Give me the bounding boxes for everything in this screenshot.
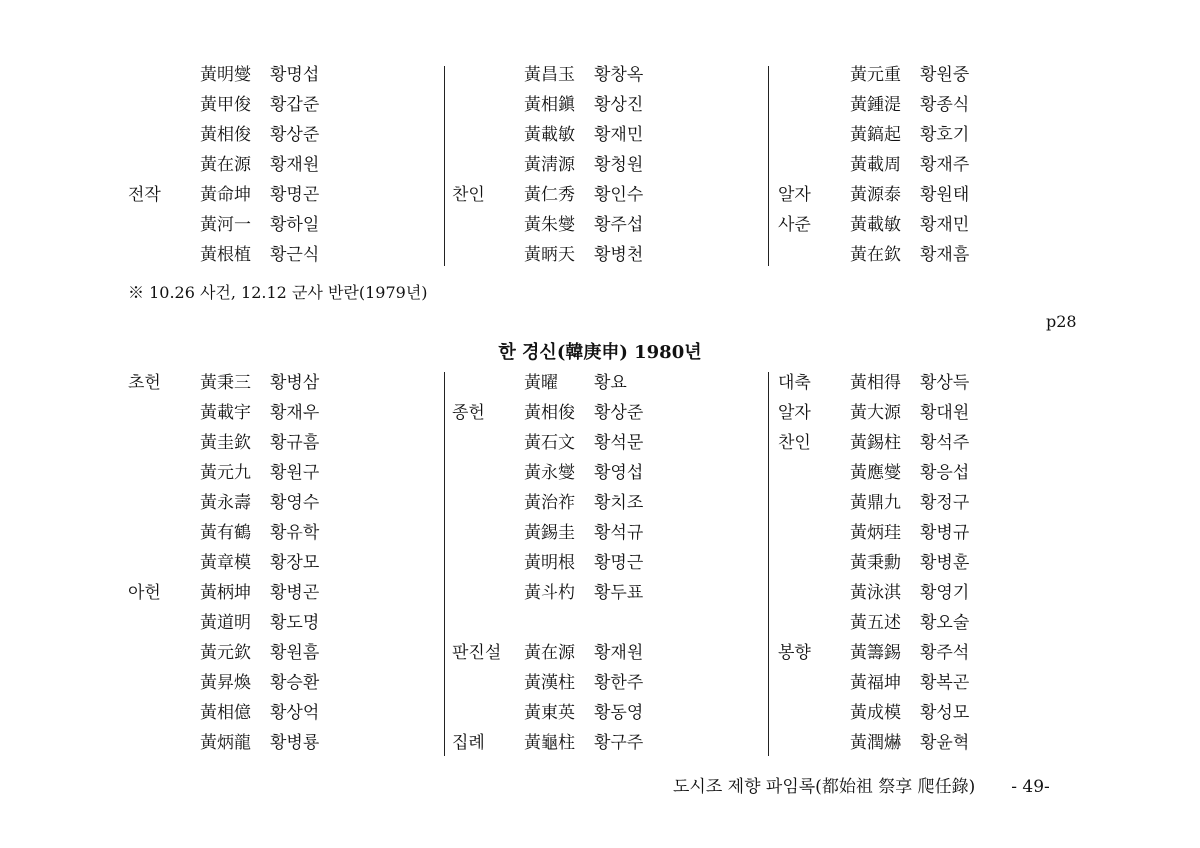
role-label: 전작 [128, 185, 161, 205]
hanja-name: 黃秉三 [200, 373, 251, 393]
roster-row [128, 698, 428, 728]
roster-row [128, 368, 428, 398]
roster-row [128, 398, 428, 428]
hanja-name: 黃明燮 [200, 65, 251, 85]
hangul-name: 황재흠 [920, 245, 970, 265]
roster-row [452, 608, 752, 638]
roster-row [128, 578, 428, 608]
bottom-column-3 [778, 368, 1078, 758]
hangul-name: 황정구 [920, 493, 970, 513]
roster-row [452, 458, 752, 488]
roster-row [128, 240, 428, 270]
roster-row [452, 578, 752, 608]
hanja-name: 黃應燮 [850, 463, 901, 483]
hangul-name: 황상득 [920, 373, 970, 393]
hangul-name: 황원흠 [270, 643, 320, 663]
roster-row [128, 90, 428, 120]
hangul-name: 황병규 [920, 523, 970, 543]
hanja-name: 黃源泰 [850, 185, 901, 205]
hanja-name: 黃永壽 [200, 493, 251, 513]
hangul-name: 황승환 [270, 673, 320, 693]
roster-row [128, 488, 428, 518]
hanja-name: 黃錫圭 [524, 523, 575, 543]
roster-row [128, 428, 428, 458]
hangul-name: 황석규 [594, 523, 644, 543]
roster-row [452, 428, 752, 458]
hanja-name: 黃相俊 [200, 125, 251, 145]
hangul-name: 황윤혁 [920, 733, 970, 753]
roster-row [452, 518, 752, 548]
roster-row [452, 150, 752, 180]
hanja-name: 黃相俊 [524, 403, 575, 423]
hanja-name: 黃在欽 [850, 245, 901, 265]
hangul-name: 황병천 [594, 245, 644, 265]
roster-row [778, 668, 1078, 698]
hanja-name: 黃朱燮 [524, 215, 575, 235]
hangul-name: 황장모 [270, 553, 320, 573]
role-label: 종헌 [452, 403, 485, 423]
hanja-name: 黃載周 [850, 155, 901, 175]
hangul-name: 황성모 [920, 703, 970, 723]
roster-row [128, 150, 428, 180]
role-label: 알자 [778, 185, 811, 205]
hanja-name: 黃昇煥 [200, 673, 251, 693]
bottom-column-2 [452, 368, 752, 758]
hanja-name: 黃昌玉 [524, 65, 575, 85]
hanja-name: 黃甲俊 [200, 95, 251, 115]
roster-row [452, 638, 752, 668]
hanja-name: 黃元九 [200, 463, 251, 483]
hanja-name: 黃炳龍 [200, 733, 251, 753]
roster-row [778, 90, 1078, 120]
hanja-name: 黃鎬起 [850, 125, 901, 145]
hangul-name: 황영수 [270, 493, 320, 513]
hanja-name: 黃載敏 [524, 125, 575, 145]
hangul-name: 황병룡 [270, 733, 320, 753]
roster-row [778, 548, 1078, 578]
hangul-name: 황영섭 [594, 463, 644, 483]
hanja-name: 黃在源 [200, 155, 251, 175]
hanja-name: 黃河一 [200, 215, 251, 235]
hanja-name: 黃龜柱 [524, 733, 575, 753]
hanja-name: 黃柄坤 [200, 583, 251, 603]
role-label: 찬인 [778, 433, 811, 453]
hangul-name: 황대원 [920, 403, 970, 423]
hangul-name: 황갑준 [270, 95, 320, 115]
roster-row [452, 398, 752, 428]
hangul-name: 황청원 [594, 155, 644, 175]
hangul-name: 황원태 [920, 185, 970, 205]
hangul-name: 황복곤 [920, 673, 970, 693]
roster-row [452, 728, 752, 758]
hangul-name: 황병곤 [270, 583, 320, 603]
top-column-2 [452, 60, 752, 270]
roster-row [128, 518, 428, 548]
hangul-name: 황상준 [270, 125, 320, 145]
roster-row [778, 608, 1078, 638]
role-label: 집례 [452, 733, 485, 753]
hangul-name: 황호기 [920, 125, 970, 145]
roster-row [778, 60, 1078, 90]
hanja-name: 黃淸源 [524, 155, 575, 175]
roster-row [128, 458, 428, 488]
hangul-name: 황규흠 [270, 433, 320, 453]
hanja-name: 黃炳珪 [850, 523, 901, 543]
roster-row [452, 548, 752, 578]
hanja-name: 黃大源 [850, 403, 901, 423]
hanja-name: 黃五述 [850, 613, 901, 633]
roster-row [452, 698, 752, 728]
roster-row [778, 398, 1078, 428]
roster-row [452, 368, 752, 398]
roster-row [128, 668, 428, 698]
roster-row [452, 90, 752, 120]
hanja-name: 黃潤爀 [850, 733, 901, 753]
hangul-name: 황명섭 [270, 65, 320, 85]
roster-row [128, 608, 428, 638]
role-label: 봉향 [778, 643, 811, 663]
column-divider [768, 372, 769, 756]
hangul-name: 황상억 [270, 703, 320, 723]
page-footer [673, 774, 1050, 800]
hanja-name: 黃福坤 [850, 673, 901, 693]
hanja-name: 黃漢柱 [524, 673, 575, 693]
column-divider [768, 66, 769, 266]
hanja-name: 黃有鶴 [200, 523, 251, 543]
hangul-name: 황주석 [920, 643, 970, 663]
hanja-name: 黃斗杓 [524, 583, 575, 603]
hanja-name: 黃載宇 [200, 403, 251, 423]
hangul-name: 황한주 [594, 673, 644, 693]
hangul-name: 황재민 [920, 215, 970, 235]
hangul-name: 황오술 [920, 613, 970, 633]
hangul-name: 황종식 [920, 95, 970, 115]
hangul-name: 황석문 [594, 433, 644, 453]
hangul-name: 황하일 [270, 215, 320, 235]
hangul-name: 황동영 [594, 703, 644, 723]
roster-row [128, 180, 428, 210]
role-label: 초헌 [128, 373, 161, 393]
hanja-name: 黃泳淇 [850, 583, 901, 603]
roster-row [128, 60, 428, 90]
hanja-name: 黃永燮 [524, 463, 575, 483]
hanja-name: 黃秉勳 [850, 553, 901, 573]
role-label: 아헌 [128, 583, 161, 603]
hangul-name: 황재주 [920, 155, 970, 175]
hanja-name: 黃圭欽 [200, 433, 251, 453]
hanja-name: 黃石文 [524, 433, 575, 453]
roster-row [128, 120, 428, 150]
hangul-name: 황원구 [270, 463, 320, 483]
hangul-name: 황병훈 [920, 553, 970, 573]
historical-note: ※ 10.26 사건, 12.12 군사 반란(1979년) [128, 283, 428, 302]
hangul-name: 황상준 [594, 403, 644, 423]
hangul-name: 황두표 [594, 583, 644, 603]
hanja-name: 黃明根 [524, 553, 575, 573]
roster-row [128, 548, 428, 578]
hanja-name: 黃昞天 [524, 245, 575, 265]
hanja-name: 黃元重 [850, 65, 901, 85]
roster-row [452, 180, 752, 210]
hangul-name: 황석주 [920, 433, 970, 453]
roster-row [452, 488, 752, 518]
hanja-name: 黃載敏 [850, 215, 901, 235]
hangul-name: 황명곤 [270, 185, 320, 205]
roster-row [452, 120, 752, 150]
hanja-name: 黃鍾湜 [850, 95, 901, 115]
role-label: 알자 [778, 403, 811, 423]
hanja-name: 黃道明 [200, 613, 251, 633]
page-tag: p28 [1046, 312, 1077, 331]
hanja-name: 黃在源 [524, 643, 575, 663]
roster-row [452, 668, 752, 698]
hangul-name: 황요 [594, 373, 627, 393]
hangul-name: 황재민 [594, 125, 644, 145]
hanja-name: 黃根植 [200, 245, 251, 265]
roster-row [128, 210, 428, 240]
hangul-name: 황도명 [270, 613, 320, 633]
role-label: 대축 [778, 373, 811, 393]
hangul-name: 황주섭 [594, 215, 644, 235]
hanja-name: 黃相得 [850, 373, 901, 393]
hangul-name: 황재원 [270, 155, 320, 175]
roster-row [778, 458, 1078, 488]
hanja-name: 黃章模 [200, 553, 251, 573]
hangul-name: 황치조 [594, 493, 644, 513]
hangul-name: 황병삼 [270, 373, 320, 393]
top-column-3 [778, 60, 1078, 270]
hangul-name: 황응섭 [920, 463, 970, 483]
hangul-name: 황영기 [920, 583, 970, 603]
column-divider [444, 66, 445, 266]
hanja-name: 黃成模 [850, 703, 901, 723]
roster-row [778, 488, 1078, 518]
roster-row [128, 638, 428, 668]
hangul-name: 황구주 [594, 733, 644, 753]
roster-row [452, 240, 752, 270]
hanja-name: 黃曜 [524, 373, 558, 393]
hanja-name: 黃東英 [524, 703, 575, 723]
hanja-name: 黃治祚 [524, 493, 575, 513]
column-divider [444, 372, 445, 756]
roster-row [452, 210, 752, 240]
section-title: 한 경신(韓庚申) 1980년 [498, 342, 702, 363]
hanja-name: 黃元欽 [200, 643, 251, 663]
hangul-name: 황인수 [594, 185, 644, 205]
roster-row [452, 60, 752, 90]
roster-row [778, 428, 1078, 458]
roster-row [778, 180, 1078, 210]
hangul-name: 황근식 [270, 245, 320, 265]
roster-row [778, 698, 1078, 728]
hanja-name: 黃仁秀 [524, 185, 575, 205]
hanja-name: 黃相鎭 [524, 95, 575, 115]
footer-title: 도시조 제향 파임록(都始祖 祭享 爬任錄) [673, 777, 976, 797]
roster-row [778, 368, 1078, 398]
hangul-name: 황명근 [594, 553, 644, 573]
hangul-name: 황재원 [594, 643, 644, 663]
roster-row [778, 150, 1078, 180]
roster-row [778, 578, 1078, 608]
hangul-name: 황재우 [270, 403, 320, 423]
hanja-name: 黃相億 [200, 703, 251, 723]
hanja-name: 黃鼎九 [850, 493, 901, 513]
top-column-1 [128, 60, 428, 270]
page-number: - 49- [1011, 777, 1050, 797]
roster-row [778, 210, 1078, 240]
roster-row [778, 240, 1078, 270]
hanja-name: 黃籌錫 [850, 643, 901, 663]
hangul-name: 황창옥 [594, 65, 644, 85]
hanja-name: 黃錫柱 [850, 433, 901, 453]
role-label: 판진설 [452, 643, 502, 663]
role-label: 찬인 [452, 185, 485, 205]
roster-row [778, 638, 1078, 668]
role-label: 사준 [778, 215, 811, 235]
roster-row [778, 518, 1078, 548]
bottom-column-1 [128, 368, 428, 758]
hangul-name: 황유학 [270, 523, 320, 543]
hangul-name: 황원중 [920, 65, 970, 85]
hanja-name: 黃命坤 [200, 185, 251, 205]
roster-row [778, 728, 1078, 758]
roster-row [128, 728, 428, 758]
roster-row [778, 120, 1078, 150]
hangul-name: 황상진 [594, 95, 644, 115]
